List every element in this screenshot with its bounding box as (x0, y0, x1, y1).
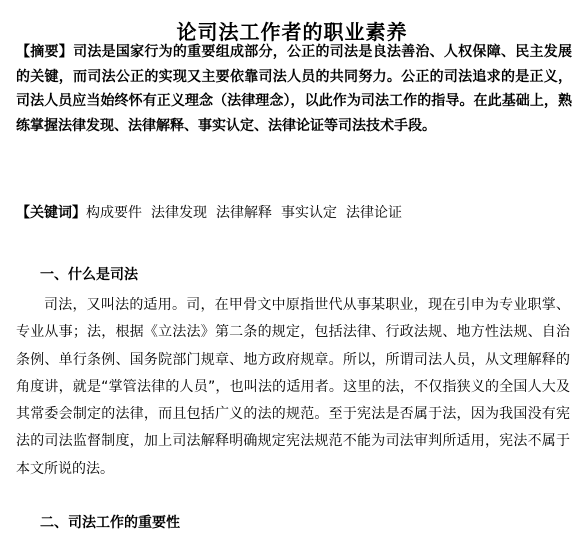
keyword-term: 法律论证 (346, 205, 402, 221)
abstract-label: 【摘要】 (16, 44, 74, 60)
keyword-term: 法律解释 (216, 205, 272, 221)
section-heading: 一、什么是司法 (40, 267, 138, 283)
keyword-term: 事实认定 (281, 205, 337, 221)
keyword-term: 法律发现 (151, 205, 207, 221)
keywords-line (16, 201, 572, 225)
keyword-term: 构成要件 (86, 205, 142, 221)
abstract-text: 司法是国家行为的重要组成部分，公正的司法是良法善治、人权保障、民主发展的关键，而司法公正的实现又主要依靠司法人员的共同努力。公正的司法追求的是正义，司法人员应当始终怀有正义理念（法律理念），以此作为司法工作的指导。在此基础上，熟练掌握法律发现、法律解释、事实认定、法律论证等司法技术手段。 (16, 44, 573, 134)
keywords-label: 【关键词】 (16, 205, 86, 221)
document-title: 论司法工作者的职业素养 (176, 20, 408, 45)
section-paragraph: 司法，又叫法的适用。司，在甲骨文中原指世代从事某职业，现在引申为专业职掌、专业从事；法，根据《立法法》第二条的规定，包括法律、行政法规、地方性法规、自治条例、单行条例、国务院部门规章、地方政府规章。所以，所谓司法人员，从文理解释的角度讲，就是“掌管法律的人员”，也叫法的适用者。这里的法，不仅指狭义的全国人大及其常委会制定的法律，而且包括广义的法的规范。至于宪法是否属于法，因为我国没有宪法的司法监督制度，加上司法解释明确规定宪法规范不能为司法审判所适用，宪法不属于本文所说的法。 (16, 297, 570, 477)
section-heading: 二、司法工作的重要性 (40, 515, 180, 531)
abstract-paragraph (16, 40, 572, 138)
